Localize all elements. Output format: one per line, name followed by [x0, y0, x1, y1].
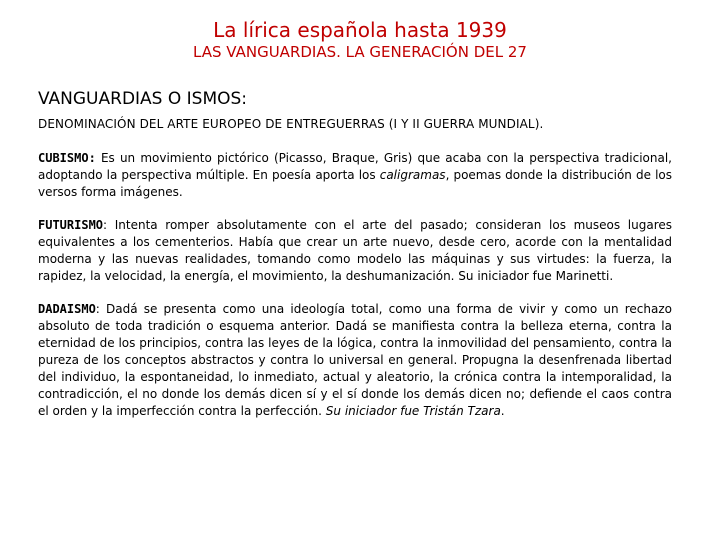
futurismo-paragraph	[38, 217, 672, 285]
cubismo-term: CUBISMO:	[38, 151, 96, 165]
slide-title: La lírica española hasta 1939	[213, 18, 507, 42]
cubismo-text-1: Es un movimiento pictórico (Picasso, Braque, Gris) que acaba con la perspectiva tradicional, adoptando la perspectiva múltiple. En poesía aporta los	[38, 151, 672, 182]
dadaismo-term: DADAISMO	[38, 302, 96, 316]
cubismo-text-2: , poemas donde la distribución de los versos forma imágenes.	[38, 168, 672, 199]
dadaismo-end: .	[500, 404, 505, 418]
dadaismo-paragraph	[38, 301, 672, 420]
tzara-sentence: Su iniciador fue Tristán Tzara	[325, 404, 501, 418]
denomination-text: DENOMINACIÓN DEL ARTE EUROPEO DE ENTREGUERRAS (I Y II GUERRA MUNDIAL).	[38, 117, 544, 131]
slide-content	[38, 88, 672, 436]
futurismo-term: FUTURISMO	[38, 218, 104, 232]
section-heading: VANGUARDIAS O ISMOS:	[38, 89, 248, 109]
futurismo-text: : Intenta romper absolutamente con el arte del pasado; consideran los museos lugares equivalentes a los cementerios. Había que crear un arte nuevo, desde cero, acorde con la mentalidad moderna y las nuevas realidades, tomando como modelo las máquinas y sus virtudes: la fuerza, la rapidez, la velocidad, la energía, el movimiento, la deshumanización. Su iniciador fue Marinetti.	[38, 218, 672, 283]
dadaismo-text: : Dadá se presenta como una ideología total, como una forma de vivir y como un rechazo absoluto de toda tradición o esquema anterior. Dadá se manifiesta contra la belleza eterna, contra la eternidad de los principios, contra las leyes de la lógica, contra la inmovilidad del pensamiento, contra la pureza de los conceptos abstractos y contra lo universal en general. Propugna la desenfrenada libertad del individuo, la espontaneidad, lo inmediato, actual y aleatorio, la crónica contra la intemporalidad, la contradicción, el no donde los demás dicen sí y el sí donde los demás dicen no; defiende el caos contra el orden y la imperfección contra la perfección.	[38, 302, 672, 418]
caligramas-term: caligramas	[379, 168, 446, 182]
cubismo-paragraph	[38, 150, 672, 201]
slide-subtitle: LAS VANGUARDIAS. LA GENERACIÓN DEL 27	[193, 43, 527, 61]
